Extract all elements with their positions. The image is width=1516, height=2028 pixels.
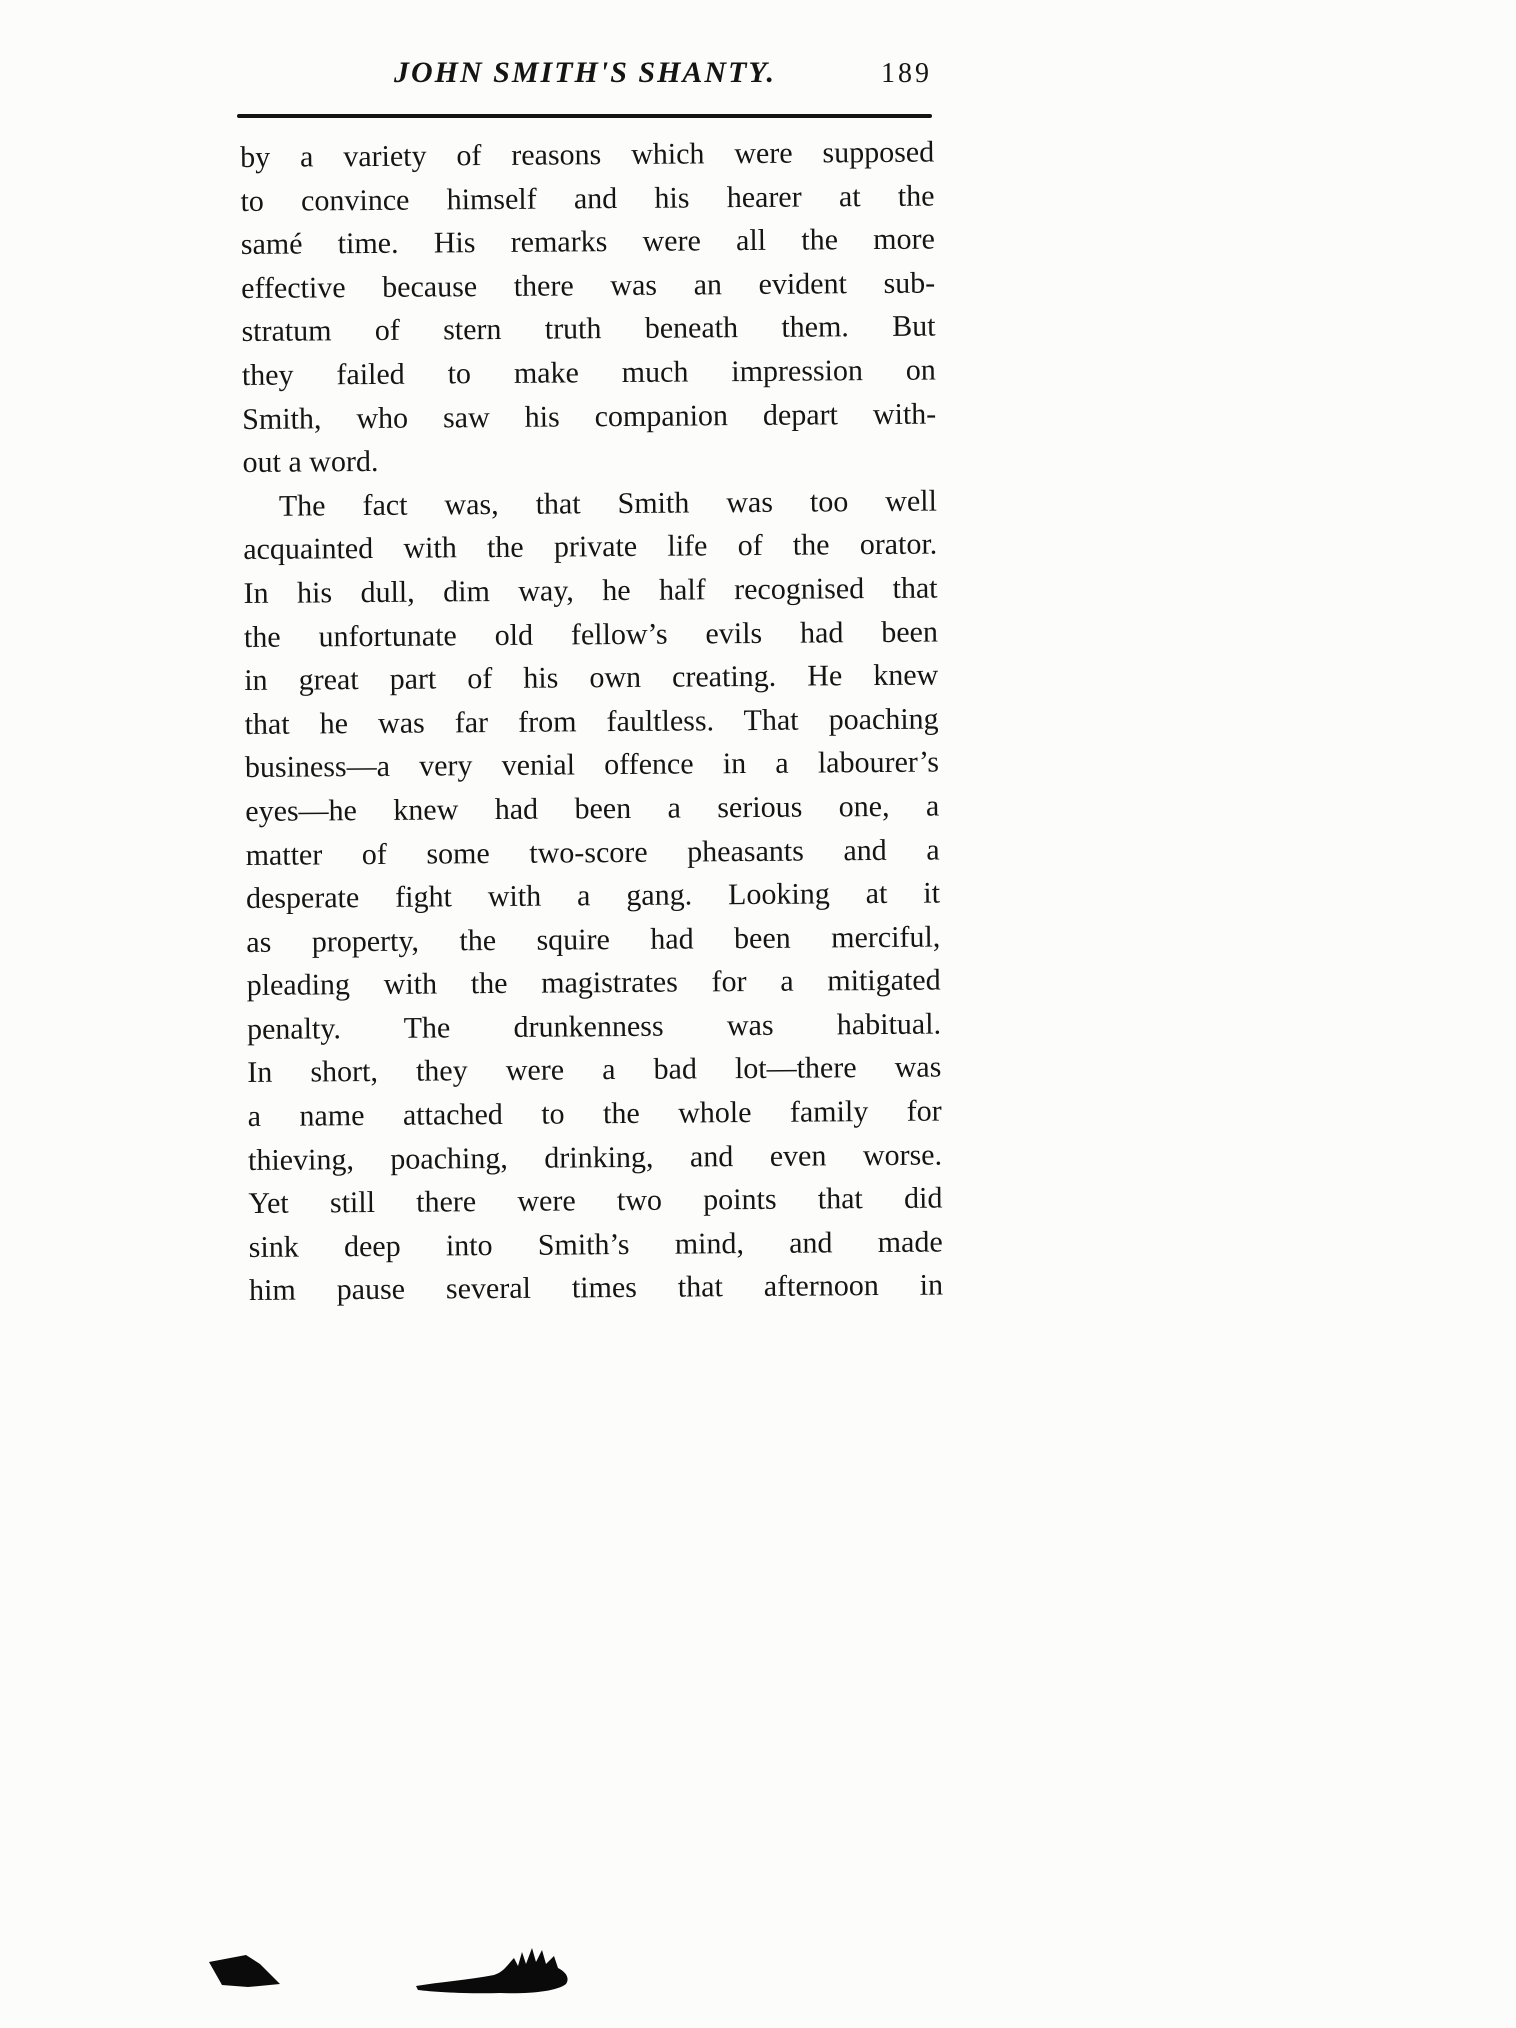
text-line: In short, they were a bad lot—there was: [247, 1050, 942, 1090]
text-line: Yet still there were two points that did: [248, 1181, 943, 1221]
text-line: desperate fight with a gang. Looking at it: [245, 876, 941, 916]
text-line: in great part of his own creating. He knew: [244, 658, 939, 698]
ink-blot-icon: [208, 1954, 282, 1990]
body-text: [240, 131, 943, 1313]
text-line: the unfortunate old fellow’s evils had been: [243, 615, 939, 654]
text-line: matter of some two-score pheasants and a: [245, 833, 940, 872]
running-title: JOHN SMITH'S SHANTY.: [394, 56, 776, 89]
text-line: out a word.: [242, 445, 379, 480]
text-line: The fact was, that Smith was too well: [278, 484, 938, 523]
text-line: pleading with the magistrates for a mitigated: [246, 963, 941, 1003]
text-line: stratum of stern truth beneath them. But: [241, 309, 936, 349]
page-header: [238, 56, 932, 100]
text-line: that he was far from faultless. That poaching: [244, 702, 939, 741]
text-line: samé time. His remarks were all the more: [240, 222, 935, 262]
text-line: business—a very venial offence in a labourer’s: [244, 745, 940, 785]
text-line: him pause several times that afternoon in: [248, 1268, 944, 1308]
header-rule: [237, 114, 932, 118]
text-line: eyes—he knew had been a serious one, a: [245, 789, 940, 828]
text-line: a name attached to the whole family for: [247, 1094, 942, 1134]
text-line: thieving, poaching, drinking, and even worse.: [247, 1138, 943, 1177]
text-line: as property, the squire had been merciful,: [246, 920, 941, 959]
text-line: Smith, who saw his companion depart with-: [242, 397, 937, 436]
text-line: by a variety of reasons which were supposed: [240, 135, 935, 174]
text-line: penalty. The drunkenness was habitual.: [246, 1007, 942, 1046]
text-line: to convince himself and his hearer at the: [240, 179, 935, 218]
text-line: acquainted with the private life of the orator.: [243, 527, 938, 567]
text-line: sink deep into Smith’s mind, and made: [248, 1225, 943, 1264]
page-number: 189: [881, 58, 932, 89]
text-line: In his dull, dim way, he half recognised that: [243, 571, 938, 610]
text-line: effective because there was an evident sub-: [241, 266, 936, 305]
ink-smudge-icon: [416, 1946, 572, 1998]
text-line: they failed to make much impression on: [241, 353, 936, 392]
